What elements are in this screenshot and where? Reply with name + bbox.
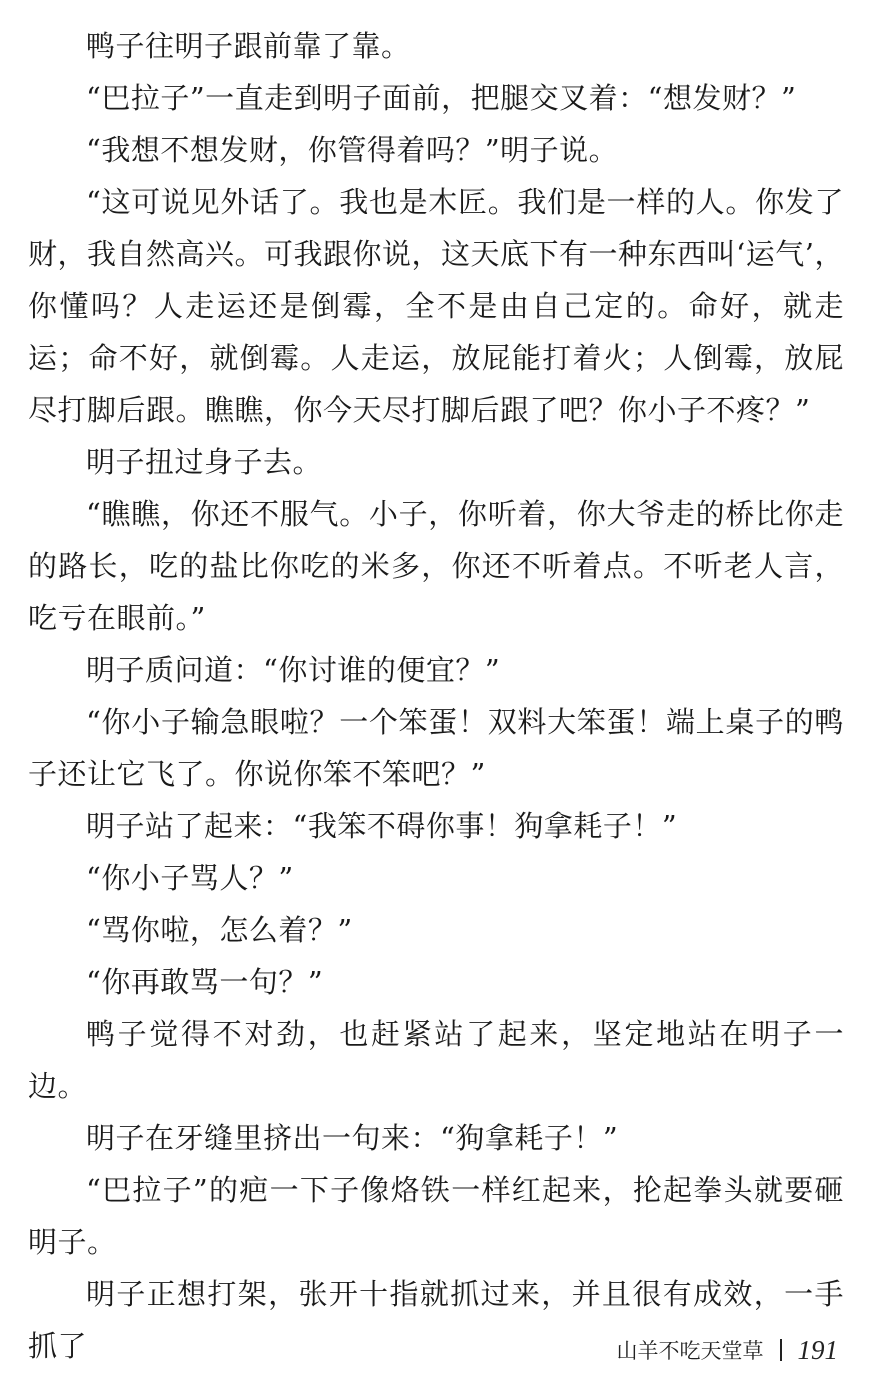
footer-divider xyxy=(780,1339,782,1361)
paragraph: 明子扭过身子去。 xyxy=(86,445,323,479)
paragraph: 明子正想打架，张开十指就抓过来，并且很有成效，一手抓了 xyxy=(28,1277,844,1363)
paragraph: “骂你啦，怎么着？” xyxy=(86,913,353,947)
page-footer xyxy=(617,1330,839,1370)
paragraph: “你小子输急眼啦？一个笨蛋！双料大笨蛋！端上桌子的鸭子还让它飞了。你说你笨不笨吧？” xyxy=(28,705,844,791)
paragraph: “巴拉子”一直走到明子面前，把腿交叉着：“想发财？” xyxy=(86,81,797,115)
paragraph: 鸭子觉得不对劲，也赶紧站了起来，坚定地站在明子一边。 xyxy=(28,1017,844,1103)
paragraph: “巴拉子”的疤一下子像烙铁一样红起来，抡起拳头就要砸明子。 xyxy=(28,1173,844,1259)
page-number: 191 xyxy=(797,1334,838,1365)
paragraph: 明子在牙缝里挤出一句来：“狗拿耗子！” xyxy=(86,1121,619,1155)
paragraph: 明子站了起来：“我笨不碍你事！狗拿耗子！” xyxy=(86,809,678,843)
paragraph: 鸭子往明子跟前靠了靠。 xyxy=(86,29,411,63)
paragraph: “这可说见外话了。我也是木匠。我们是一样的人。你发了财，我自然高兴。可我跟你说，这天底下有一种东西叫‘运气’，你懂吗？人走运还是倒霉，全不是由自己定的。命好，就走运；命不好，就倒霉。人走运，放屁能打着火；人倒霉，放屁尽打脚后跟。瞧瞧，你今天尽打脚后跟了吧？你小子不疼？” xyxy=(28,185,844,427)
body-text xyxy=(28,20,844,1372)
running-title: 山羊不吃天堂草 xyxy=(616,1339,764,1363)
paragraph: 明子质问道：“你讨谁的便宜？” xyxy=(86,653,501,687)
paragraph: “我想不想发财，你管得着吗？”明子说。 xyxy=(86,133,619,167)
paragraph: “你小子骂人？” xyxy=(86,861,294,895)
paragraph: “瞧瞧，你还不服气。小子，你听着，你大爷走的桥比你走的路长，吃的盐比你吃的米多，你还不听着点。不听老人言，吃亏在眼前。” xyxy=(28,497,844,635)
paragraph: “你再敢骂一句？” xyxy=(86,965,324,999)
